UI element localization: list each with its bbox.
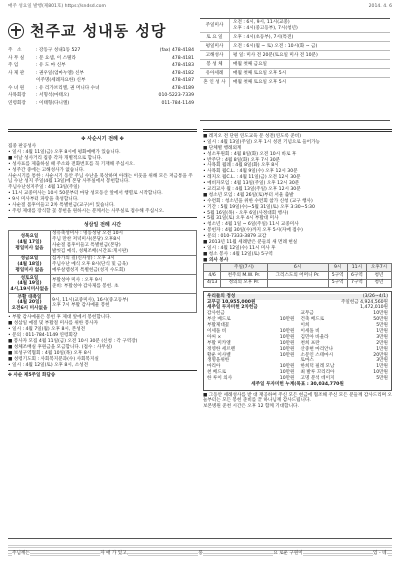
contact-phone: 478-4181: [171, 55, 194, 61]
offering-donor: 이세돌 비: [300, 328, 320, 334]
contact-value: : 문 요셉, 이 스텔라: [36, 55, 76, 61]
schedule-row: [200, 33, 390, 42]
offering-donor: 고명 분석 데이지: [300, 376, 335, 382]
schedule-row: [200, 60, 390, 69]
holy-week-day: 부활 대축일 (4월 20일) 오전6시 미사없음: [9, 294, 51, 313]
announcement-line: • 봉헌자 : 4월 30일(수)까지 오후 5시(자매 접수): [203, 228, 303, 234]
visit-cell: 정의의 모후 Pr.: [221, 279, 267, 287]
notice-line: 사순시기를 통한 : 사순시기 동안 주님 수난을 묵상하며 아래는 이웃을 위해 모은 저금통을 주님 수난 성지 주일(4월 13일)에 본당 사무실에서 봉헌합니다.: [8, 173, 193, 185]
holy-week-day: 성목요일 (4월 17일) 평일미사 없음: [9, 230, 51, 255]
contact-label: 수 녀 원: [8, 85, 25, 91]
offering-donor: 교무금: [300, 311, 314, 317]
visit-header-cell: [204, 264, 221, 272]
contact-row: [8, 55, 194, 63]
schedule-label: 유아세례: [200, 69, 230, 77]
visit-row: [204, 279, 392, 287]
announcement-line: • 기간 : 5월 19일(수)~5월 31일(토) 오후 3:30~5:30: [203, 204, 315, 210]
schedule-line: 평 일: 미사 전 20분(토요일 미사 전 10분): [233, 52, 318, 58]
schedule-label: 혼 인 성 사: [200, 78, 230, 87]
contact-value: 이주명(세례자요한) 신부: [36, 78, 86, 84]
after-lines: [8, 315, 197, 368]
offering-donor: 부활제대꽃: [207, 323, 230, 329]
announcement-line: • 성소후원회 : 4월 8일(화) 오전 10시 바로 후: [203, 151, 297, 157]
schedule-line: 오전 : 6시, 9시, 11시(교중): [233, 20, 290, 25]
visit-header-cell: 9시: [328, 264, 347, 272]
parish-info: [8, 18, 194, 121]
lyric-word: 풍: [198, 550, 203, 556]
holy-week-line: 사순절 몸후이들고 특별헌금(본당): [52, 242, 121, 248]
schedule-label: 주일미사: [200, 19, 230, 32]
schedule-value: [230, 51, 390, 59]
holy-week-table: [8, 230, 197, 314]
lyric-word: 요 로운 구원이: [273, 550, 303, 556]
visit-cell: 그리스도의 어머니 Pr.: [267, 272, 328, 280]
offering-donor: 황운 이사벨: [207, 352, 231, 358]
announcement-line: • 예비자모임 : 4월 13일(주일) 오후 12시 30분: [203, 181, 300, 187]
contact-list: [8, 47, 194, 108]
visit-cell: 4/13: [204, 279, 221, 287]
offering-donor: 최 발루 꼬리리아: [300, 370, 335, 376]
visit-cell: 5구역: [328, 279, 347, 287]
closing-notes: [203, 393, 392, 410]
offering-donor: 마리아: [207, 364, 221, 370]
offering-value: 주일헌금 4,924,560원: [340, 299, 388, 305]
offering-amount: 10만원: [279, 364, 295, 370]
notice-line: ■ 성삼일 예절 및 부활절 미사를 위한 봉사자: [8, 321, 99, 327]
cross-logo-icon: [8, 23, 24, 39]
schedule-line: 오후 : 4시(중고등부), 7시(청년): [233, 25, 298, 31]
announcement-line: • 교리교사 월 : 4월 13일(주일) 오후 12시 30분: [203, 187, 301, 193]
holy-week-line: 십자가의 길(신자성) : 오후 3시: [52, 256, 115, 262]
offering-amount: 1만원: [376, 364, 388, 370]
notice-lines: [8, 144, 197, 214]
lyric-word: 주님께는: [12, 550, 30, 556]
notice-line: • 일시 : 4월 11일(금) 오후 8시에 평화예배가 있습니다.: [8, 150, 121, 156]
contact-value: : 강동구 성내1동 527: [36, 47, 81, 53]
notice-line: • 성주간 중에는 고해성사가 없습니다.: [8, 167, 85, 173]
holy-week-line: 준비: 부활성야 감사제를 봉헌. 초: [52, 284, 119, 290]
holy-week-row: [9, 294, 197, 313]
holy-week-row: [9, 230, 197, 255]
holy-week-row: [9, 275, 197, 294]
offering-label: 교무금 10,955,000원: [207, 299, 256, 305]
notice-line: • 부활 감사예물은 봉헌 후 제대 앞에서 봉헌합니다.: [8, 315, 112, 321]
schedule-value: [230, 69, 390, 77]
visit-header-cell: 주일(7시): [221, 264, 267, 272]
contact-row: [8, 62, 194, 70]
schedule-value: [230, 42, 390, 50]
schedule-row: [200, 69, 390, 78]
offering-amount: 20만원: [373, 352, 388, 358]
notice-line: • 11시 교중미사는 10시 50분부터 마당 성모동산 앞에서 행렬로 시작합니다.: [8, 191, 163, 197]
schedule-line: 매월 첫째 토요일 오후 5시: [233, 70, 287, 76]
contact-row: [8, 77, 194, 85]
content-columns: [8, 127, 392, 410]
notice-line: ■ 성령기도회 : 사회복지분과(수) 사회복지실: [8, 356, 99, 362]
holy-week-row: [9, 255, 197, 274]
notice-line: • 성사표를 제출하실 때 주소와 전화번호를 꼭 기재해 주십시오.: [8, 161, 135, 167]
holy-week-line: 주님 만찬 저녁미사(본당) 오후8시: [52, 237, 121, 243]
visit-cell: 청년: [367, 279, 392, 287]
issue-date: 2014. 4. 6: [368, 4, 392, 9]
offering-donor: 한희덕 필레 모남: [300, 364, 335, 370]
contact-phone: (fax) 478-4184: [159, 47, 194, 53]
holy-week-line: 주님수난 예식 오후 8시(단식 및 금육): [52, 262, 128, 268]
visit-cell: 7구역: [347, 279, 366, 287]
offering-amount: 2만원: [376, 340, 388, 346]
schedule-label: 봉 성 체: [200, 60, 230, 68]
holy-week-line: 발씻김 예식, 성체조배(시간표:게시판): [52, 248, 129, 254]
schedule-line: 매월 첫째 토요일 오후 5시: [233, 80, 287, 86]
contact-value: : 서형석(마태오): [36, 93, 70, 99]
contact-value: : 유 리가브리엘, 권 머니다 수녀: [36, 85, 100, 91]
notice-line: ■ 성체조배실 후원금을 모금합니다. (접수 : 사무실): [8, 344, 113, 350]
schedule-value: [230, 19, 390, 32]
schedule-line: 오후 : 4시(초등부), 7시(특전): [233, 34, 294, 40]
lyric-word: 있 - 네.: [373, 550, 388, 556]
contact-phone: 478-4187: [171, 78, 194, 84]
issue-info: 매주 성요일 발행(제801호) https://sndsd.com: [8, 4, 106, 9]
announcement-line: • 청소년 : 4월 1일 ~ 6일(주일) 11시 교중미사: [203, 222, 299, 228]
offering-donor: 김민아 바울라: [300, 334, 329, 340]
contact-value: : 유 도 마 신부: [36, 63, 66, 69]
offering-donor: 건축 베드로: [300, 317, 325, 323]
right-column: [203, 127, 392, 410]
announcements: [203, 134, 392, 258]
contact-label: 사목회장: [8, 93, 26, 99]
offering-box: [203, 291, 392, 391]
offering-amount: 10만원: [279, 328, 295, 334]
announcement-line: • 사목회 월례 : 4월 8일(화) 오후 8시: [203, 163, 279, 169]
visit-header-cell: 6시: [267, 264, 328, 272]
holy-week-line: 성유축성미사 : 명동성당 오전 10시: [52, 231, 123, 237]
offering-amount: 10만원: [279, 352, 295, 358]
offering-title: 우리들의 정성: [207, 293, 236, 299]
schedule-row: [200, 19, 390, 33]
contact-row: [8, 100, 194, 108]
page-title: 천주교 성내동 성당: [30, 21, 167, 40]
offering-amount: 1만원: [376, 328, 388, 334]
left-column: [8, 127, 197, 410]
notice-line: ■ 이날 성사거리 집중 각자 개별적으로 합니다.: [8, 156, 103, 162]
offering-amount: 10만원: [279, 376, 295, 382]
holy-week-detail: [51, 230, 197, 255]
contact-phone: 478-4182: [171, 70, 194, 76]
notice-line: 집중 판공성사: [8, 144, 37, 150]
offering-donor: 감사헌금: [207, 311, 225, 317]
offering-donor: 토마스: [300, 358, 314, 364]
contact-row: [8, 70, 194, 78]
notice-title: ✤ 사순시기 전례 ✤: [81, 136, 124, 142]
offering-donor: 소문인 스테마시: [300, 352, 334, 358]
schedule-row: [200, 51, 390, 60]
offering-amount: 50만원: [373, 317, 388, 323]
visit-cell: 6구역: [347, 272, 366, 280]
offering-donor: 이희: [300, 323, 310, 329]
contact-label: 주 소: [8, 47, 22, 53]
holy-week-day: 성금요일 (4월 18일) 평일미사 없음: [9, 255, 51, 274]
announcement-line: ■ 청소 봉사 : 4월 12일(토) 5구역: [203, 251, 273, 257]
schedule-row: [200, 78, 390, 87]
contact-label: 주 임: [8, 63, 19, 69]
visit-table: [203, 263, 392, 287]
notice-line: • 사순절 몸후이들고 2차 특별헌금(교구)이 있습니다.: [8, 202, 115, 208]
offering-donor: 이세돌 비: [207, 328, 227, 334]
contact-phone: 011-784-1149: [161, 101, 194, 107]
offering-amount: 10만원: [279, 340, 295, 346]
visit-cell: [267, 279, 328, 287]
offering-donor: 부산 베드로: [207, 317, 231, 323]
announcement-line: • 사목회 월C.L. : 4월 9일(수) 오후 12시 30분: [203, 169, 298, 175]
offering-donor: 천 베드로: [207, 370, 227, 376]
offering-donor: 생명을위한: [207, 358, 230, 364]
closing-line: 보본병원 준천 시간은 오후 12 함께 기대합니다.: [203, 404, 299, 410]
mass-schedule: [200, 18, 390, 121]
contact-row: [8, 93, 194, 101]
visit-header-cell: 오후7시: [367, 264, 392, 272]
announcement-line: • 레지오 월C.L. : 4월 11일(금) 오전 12시 30분: [203, 175, 301, 181]
announcement-line: • 일시 : 4월 13일(주일) 오후 1시 성전 기념으로 들어가능: [203, 139, 320, 145]
visit-row: [204, 272, 392, 280]
contact-label: 연령회장: [8, 101, 26, 107]
announcement-line: ■ 청소년 모임 : 4월 26일(토)부터 서울 출발: [203, 192, 294, 198]
offering-list: [207, 311, 388, 382]
contact-row: [8, 47, 194, 55]
holy-week-line: 9시, 11시(교중미사), 16시(중고등부): [52, 297, 129, 303]
notice-line: • 일시 : 4월 12일(토) 오후 8시, 소성전: [8, 362, 89, 368]
offering-amount: 10만원: [279, 334, 295, 340]
schedule-row: [200, 42, 390, 51]
schedule-value: [230, 33, 390, 41]
contact-phone: 010-5223-7339: [158, 93, 194, 99]
contact-label: 사 제 관: [8, 70, 25, 76]
contact-row: [8, 85, 194, 93]
holy-week-detail: [51, 275, 197, 294]
contact-phone: 478-4183: [171, 63, 194, 69]
offering-donor: 부활 미카엘: [207, 340, 231, 346]
offering-amount: 10만원: [279, 370, 295, 376]
announcement-line: ■ 레지오 전 단원 연도교육 문 성전(연도록 준비): [203, 134, 302, 139]
title-row: [8, 18, 194, 44]
schedule-line: 매월 첫째 금요일: [233, 61, 267, 67]
announcement-line: • 5월 16일(목) - 오후 6일(사정대회 행사): [203, 210, 289, 216]
offering-donor: 천희 프란: [300, 340, 320, 346]
schedule-label: 평일미사: [200, 42, 230, 50]
offering-period: (3/26~4/1): [362, 293, 388, 299]
announcement-line: • 문의 : 010-7333-3879 교감: [203, 234, 267, 240]
holy-week-detail: [51, 294, 197, 313]
contact-label: 사 무 실: [8, 55, 25, 61]
notice-line: • 일시 : 4월 7일(월) 오후 8시, 본성전: [8, 327, 86, 333]
notice-line: • 주렁 제대를 장식할 꽃 봉헌을 원하시는 분께서는 사무실로 접수해 주십시오.: [8, 208, 165, 214]
psalm-title: ✤ 사순 제5주일 화답송: [8, 373, 56, 379]
contact-value: : 이태형(다니엘): [36, 101, 70, 107]
lyric-word: 자 애 가 있고,: [100, 550, 129, 556]
announcement-line: • 5월 31일(토) 오후 4시 부활대 미사: [203, 216, 279, 222]
announcement-line: • 수련회 : 청소년을 위한 수련회 참가 신청 (교구 행사): [203, 198, 313, 204]
offering-amount: 5만원: [376, 376, 388, 382]
schedule-value: [230, 78, 390, 87]
notice-line: • 문의 : 011-784-1149 연령회장: [8, 333, 78, 339]
visit-title: ■ 의사 봉사: [203, 257, 229, 263]
schedule-line: 오전 : 6시(월 ~ 토) 오전 : 10시(화 ~ 금): [233, 43, 318, 49]
offering-amount: 10만원: [373, 370, 388, 376]
contact-value: : 권우일(엄마누엘) 신부: [36, 70, 84, 76]
visit-cell: 천주의 M.W. Pr.: [221, 272, 267, 280]
offering-amount: 10만원: [279, 346, 295, 352]
contact-phone: 478-4189: [171, 85, 194, 91]
announcement-line: ■ 단체별 행례외계: [203, 145, 242, 151]
closing-line: ■ 그동안 세례성사를 받 대 재공하여 주신 모든 헌금에 협조해 주신 모든 분들께 감사드리며 오늘부터는 모든 봉헌 준비를 끝 하나님께 감사드립니다.: [203, 392, 392, 404]
visit-cell: 청년: [367, 272, 392, 280]
offering-label: 세주일 두자미헌 2차헌금: [207, 305, 258, 311]
schedule-label: 토 요 일: [200, 33, 230, 41]
offering-amount: 1만원: [376, 346, 388, 352]
announcement-line: ■ 2013년 11월 세례받은 분들의 새 면례 현실: [203, 240, 298, 246]
visit-cell: 5구역: [328, 272, 347, 280]
holy-week-detail: [51, 255, 197, 274]
offering-value: 1,472,010원: [360, 305, 388, 311]
announcement-line: • 반주단 : 4월 8일(화) 오후 7시 30분: [203, 157, 281, 163]
notice-line: 주님수난성지주일 : 4월 13일(주일): [8, 185, 80, 191]
announcement-line: • 일시 : 4월 12일(수) 11시 미사 후: [203, 245, 276, 251]
schedule-value: [230, 60, 390, 68]
holy-week-line: 예루살렘성지 특별헌금(성지 수도회): [52, 267, 126, 273]
offering-amount: 10만원: [373, 311, 388, 317]
holy-week-line: 오후 7시 부활 감사예물 봉헌: [52, 303, 110, 309]
visit-header-cell: 11시: [347, 264, 366, 272]
psalm-staff: [8, 538, 392, 560]
offering-total: 세주일 두자미헌 누계(목표 : 30,034,770원: [251, 382, 344, 387]
offering-amount: 5만원: [376, 323, 388, 329]
offering-amount: 3만원: [376, 358, 388, 364]
notice-line: ■ 봉사자 모집 4월 11일(금) 오전 10시 30분 (신청 : 각 구역장): [8, 338, 138, 344]
offering-donor: 산중현 마리안나: [300, 346, 334, 352]
header: [8, 18, 392, 121]
offering-amount: 3만원: [376, 334, 388, 340]
visit-cell: 4/6: [204, 272, 221, 280]
notice-line: ■ 보성구역협회 : 4월 10일(목) 오후 8시: [8, 350, 92, 356]
offering-amount: 10만원: [279, 317, 295, 323]
top-bar: [8, 4, 392, 12]
notice-line: • 9시 미사부터 파랑을 축성합니다.: [8, 196, 79, 202]
offering-donor: 한 루이 의사: [207, 376, 233, 382]
schedule-label: 고해성사: [200, 51, 230, 59]
holy-week-day: 성토요일 (4월 19일) 4시,19시미사없음: [9, 275, 51, 294]
offering-donor: 아씨 ×: [207, 334, 222, 340]
holy-week-title: 성삼일 전례 시간: [83, 221, 122, 228]
offering-donor: 정영한 세르렌: [207, 346, 236, 352]
holy-week-line: 부활성야 미사 : 오후 9시: [52, 278, 103, 284]
music-staff: [8, 543, 392, 557]
